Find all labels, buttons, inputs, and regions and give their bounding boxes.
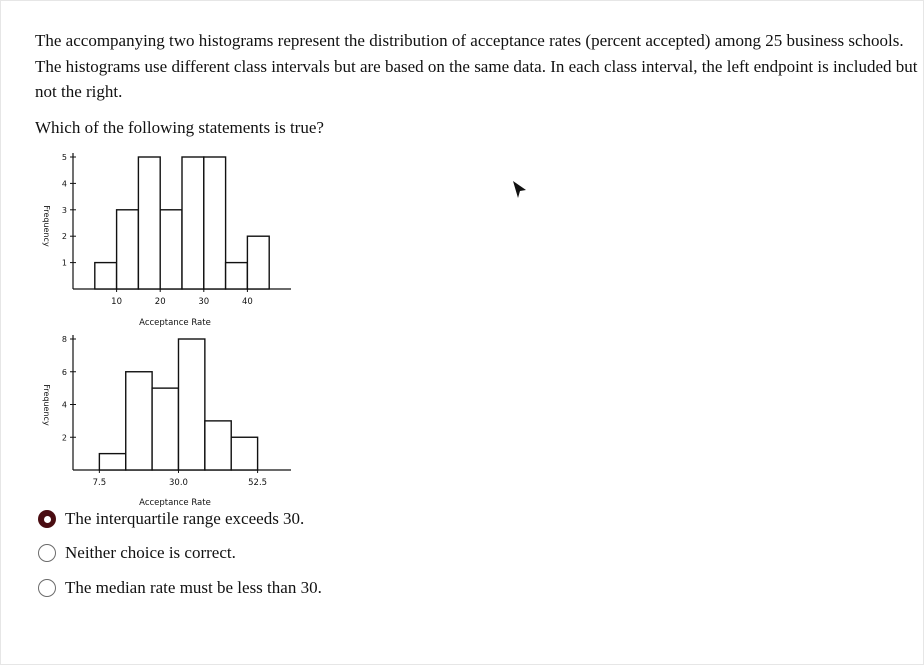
histogram-bar	[138, 157, 160, 289]
histogram-bar	[152, 388, 178, 470]
histogram-bar	[204, 157, 226, 289]
histogram-bar	[178, 339, 204, 470]
question-prompt: Which of the following statements is true?	[35, 118, 324, 137]
answer-option-3[interactable]	[38, 576, 438, 600]
question-text: The accompanying two histograms represent the distribution of acceptance rates (percent accepted) among 25 business schools. The histograms use different class intervals but are based on the same data. In each class interval, the left endpoint is included but not the right.	[35, 31, 918, 101]
y-axis-label: Frequency	[42, 384, 51, 426]
y-tick-label: 5	[61, 153, 67, 162]
histogram-bar	[231, 437, 257, 470]
x-tick-label: 10	[111, 297, 123, 307]
x-tick-label: 30.0	[169, 478, 188, 488]
y-tick-label: 2	[61, 232, 67, 242]
y-tick-label: 2	[61, 433, 67, 443]
histogram-top	[42, 153, 291, 328]
histogram-bar	[247, 236, 269, 289]
y-tick-label: 6	[61, 367, 67, 377]
x-tick-label: 30	[198, 297, 210, 307]
radio-unselected-icon[interactable]	[38, 579, 56, 597]
histogram-bottom	[42, 335, 291, 508]
y-tick-label: 8	[61, 335, 67, 344]
histogram-bar	[117, 210, 139, 289]
x-tick-label: 7.5	[92, 478, 107, 488]
x-tick-label: 20	[154, 297, 166, 307]
histogram-bar	[95, 263, 117, 289]
radio-unselected-icon[interactable]	[38, 544, 56, 562]
histograms	[1, 1, 924, 666]
answer-option-label: The interquartile range exceeds 30.	[65, 509, 305, 528]
histogram-bar	[160, 210, 182, 289]
histogram-bar	[99, 454, 125, 470]
y-tick-label: 4	[61, 400, 67, 410]
histogram-bar	[182, 157, 204, 289]
x-axis-label: Acceptance Rate	[139, 498, 211, 508]
histogram-bar	[126, 372, 152, 470]
answer-option-1[interactable]	[38, 507, 438, 531]
y-axis-label: Frequency	[42, 205, 51, 247]
histogram-bar	[226, 263, 248, 289]
y-tick-label: 3	[61, 205, 67, 215]
x-axis-label: Acceptance Rate	[139, 318, 211, 328]
answer-option-label: The median rate must be less than 30.	[65, 578, 322, 597]
y-tick-label: 4	[61, 179, 67, 189]
mouse-pointer-icon	[511, 179, 529, 201]
y-tick-label: 1	[61, 258, 67, 268]
x-tick-label: 52.5	[248, 478, 268, 488]
radio-selected-icon[interactable]	[38, 510, 56, 528]
answer-option-label: Neither choice is correct.	[65, 543, 236, 562]
answer-option-2[interactable]	[38, 541, 438, 565]
histogram-bar	[205, 421, 231, 470]
x-tick-label: 40	[241, 297, 253, 307]
